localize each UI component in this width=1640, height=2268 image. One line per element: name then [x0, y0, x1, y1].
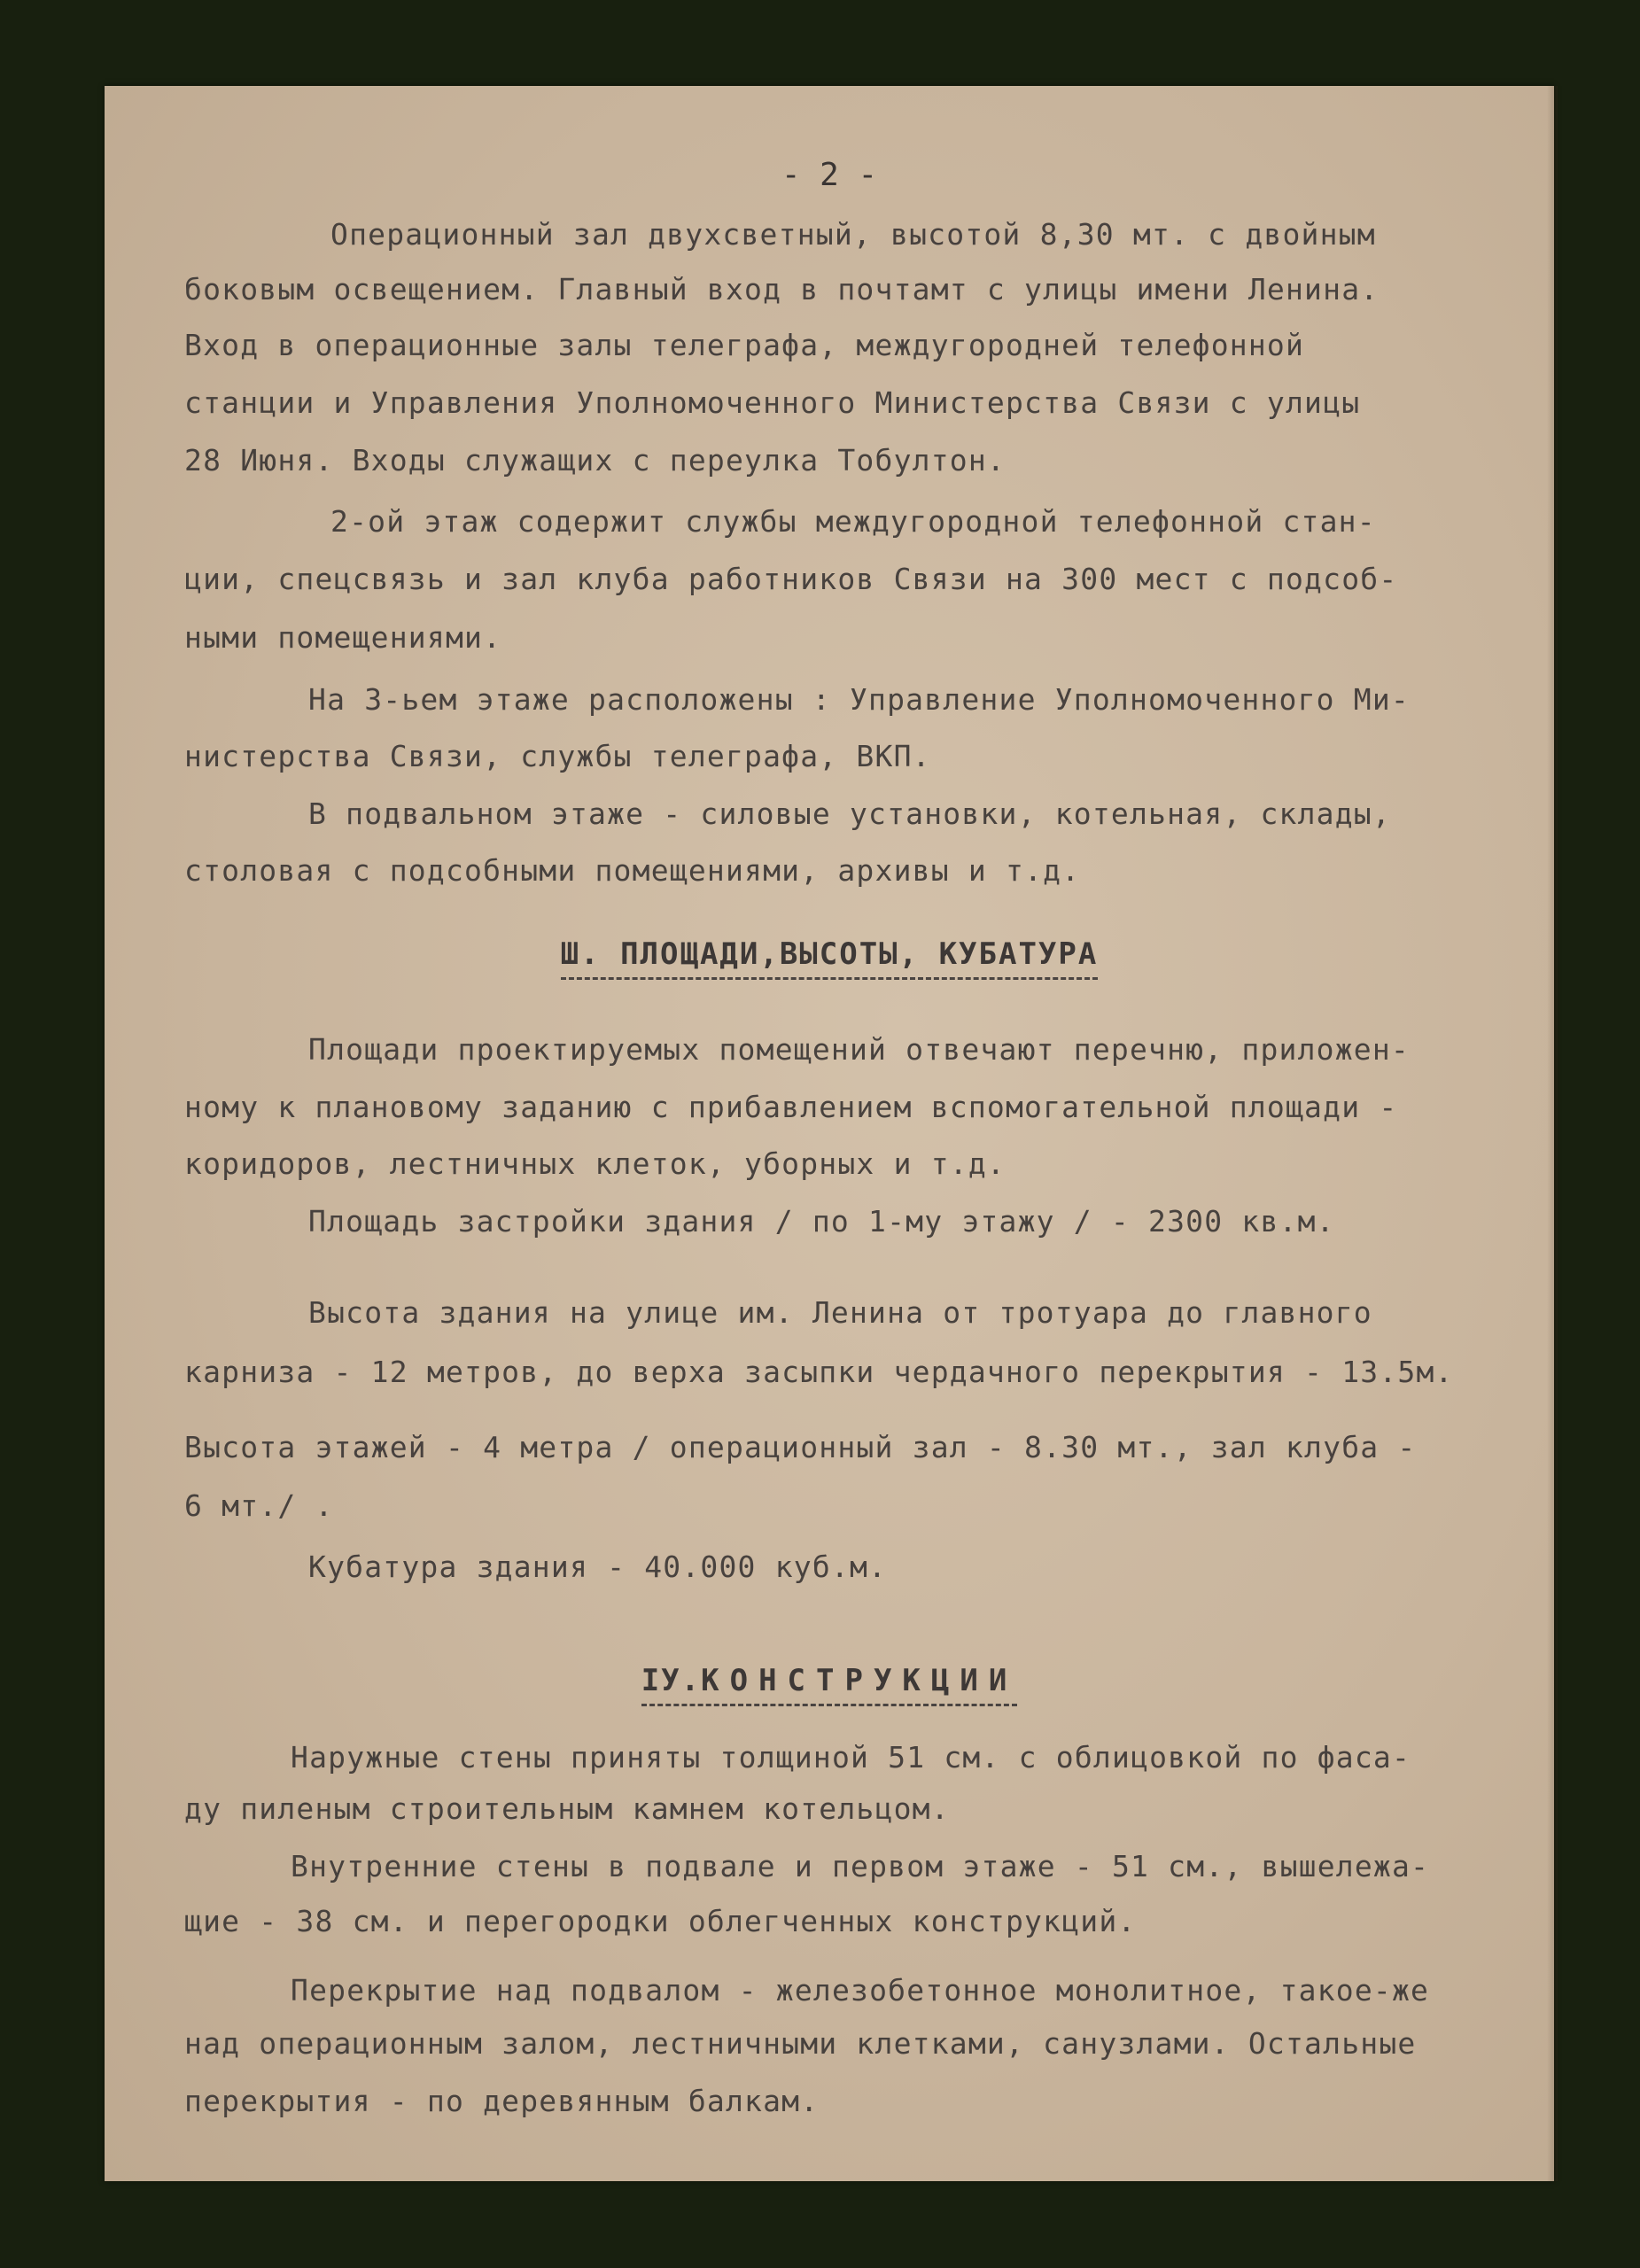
text-line: На 3-ьем этаже расположены : Управление Уполномоченного Ми-: [308, 682, 1410, 717]
text-line: Высота здания на улице им. Ленина от тротуара до главного: [308, 1295, 1372, 1330]
heading-text: [641, 1663, 1018, 1706]
text-line: ному к плановому заданию с прибавлением вспомогательной площади -: [184, 1090, 1398, 1124]
text-line: станции и Управления Уполномоченного Министерства Связи с улицы: [184, 385, 1361, 420]
heading-text: Ш. ПЛОЩАДИ,ВЫСОТЫ, КУБАТУРА: [561, 936, 1099, 980]
text-line: 6 мт./ .: [184, 1488, 334, 1523]
text-line: перекрытия - по деревянным балкам.: [184, 2084, 820, 2118]
text-line: Операционный зал двухсветный, высотой 8,30 мт. с двойным: [330, 217, 1376, 252]
text-line: Площади проектируемых помещений отвечают перечню, приложен-: [308, 1032, 1410, 1067]
text-line: ными помещениями.: [184, 620, 502, 655]
text-line: карниза - 12 метров, до верха засыпки чердачного перекрытия - 13.5м.: [184, 1355, 1454, 1389]
text-line: коридоров, лестничных клеток, уборных и т.д.: [184, 1146, 1006, 1181]
text-line: Внутренние стены в подвале и первом этаже - 51 см., вышележа-: [291, 1849, 1430, 1884]
text-line: Высота этажей - 4 метра / операционный зал - 8.30 мт., зал клуба -: [184, 1430, 1417, 1464]
text-line: нистерства Связи, службы телеграфа, ВКП.: [184, 739, 931, 773]
text-line: 2-ой этаж содержит службы междугородной телефонной стан-: [330, 504, 1376, 539]
section-heading: [105, 936, 1554, 980]
page-number: - 2 -: [781, 157, 878, 193]
heading-word: КОНСТРУКЦИИ: [701, 1663, 1018, 1698]
text-line: Наружные стены приняты толщиной 51 см. с облицовкой по фаса-: [291, 1740, 1411, 1775]
text-line: 28 Июня. Входы служащих с переулка Тобултон.: [184, 443, 1006, 478]
document-page: [105, 86, 1554, 2181]
text-line: столовая с подсобными помещениями, архивы и т.д.: [184, 853, 1081, 888]
text-line: Кубатура здания - 40.000 куб.м.: [308, 1550, 888, 1584]
text-line: над операционным залом, лестничными клетками, санузлами. Остальные: [184, 2026, 1417, 2061]
text-line: щие - 38 см. и перегородки облегченных конструкций.: [184, 1904, 1137, 1938]
text-line: Площадь застройки здания / по 1-му этажу / - 2300 кв.м.: [308, 1204, 1335, 1239]
text-line: В подвальном этаже - силовые установки, котельная, склады,: [308, 796, 1391, 831]
text-line: ции, спецсвязь и зал клуба работников Связи на 300 мест с подсоб-: [184, 562, 1398, 596]
section-heading: [105, 1663, 1554, 1706]
text-line: Перекрытие над подвалом - железобетонное монолитное, такое-же: [291, 1973, 1430, 2008]
text-line: ду пиленым строительным камнем котельцом.: [184, 1791, 950, 1826]
heading-number: IУ.: [641, 1663, 702, 1698]
text-line: боковым освещением. Главный вход в почтамт с улицы имени Ленина.: [184, 272, 1380, 307]
text-line: Вход в операционные залы телеграфа, междугородней телефонной: [184, 328, 1305, 362]
